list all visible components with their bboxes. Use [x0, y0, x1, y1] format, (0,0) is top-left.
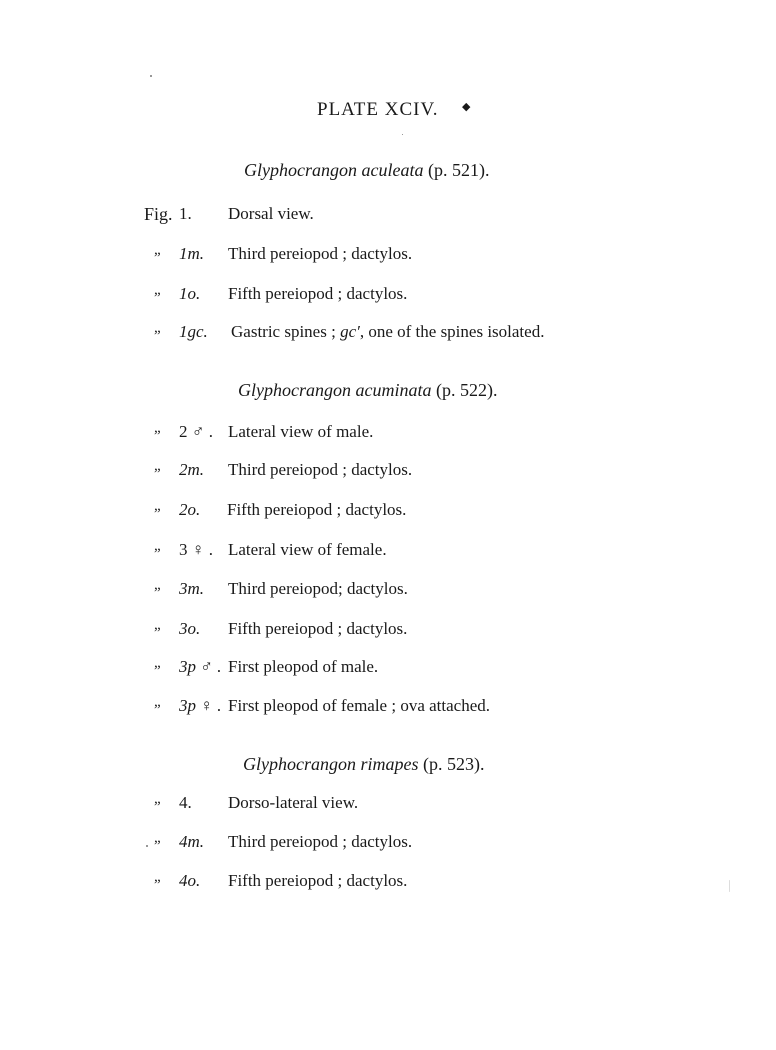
ditto-mark: ”: [154, 838, 161, 854]
figure-description: Fifth pereiopod ; dactylos.: [228, 871, 408, 890]
figure-description: Fifth pereiopod ; dactylos.: [228, 619, 408, 638]
species-heading: [244, 160, 489, 181]
ditto-mark: ”: [154, 290, 161, 306]
figure-description: Lateral view of male.: [228, 422, 374, 441]
figure-number: 4.: [179, 793, 192, 812]
figure-description: Third pereiopod ; dactylos.: [228, 832, 413, 851]
species-heading: [238, 380, 497, 401]
figure-description: Third pereiopod ; dactylos.: [228, 460, 413, 479]
printer-mark-icon: ◆: [462, 101, 471, 113]
species-name: Glyphocrangon aculeata: [244, 160, 424, 180]
ditto-mark: ”: [154, 546, 161, 562]
page-reference: (p. 522).: [435, 380, 498, 400]
description-symbol: gc′: [340, 322, 360, 341]
figure-description: First pleopod of female ; ova attached.: [228, 696, 490, 715]
plate-title: PLATE XCIV.: [317, 99, 439, 120]
ditto-mark: ”: [154, 506, 161, 522]
figure-number: 4o.: [179, 871, 201, 890]
figure-description: Dorsal view.: [228, 204, 314, 223]
ditto-mark: ”: [154, 250, 161, 266]
figure-number: 1.: [179, 204, 192, 223]
ditto-mark: ”: [154, 799, 161, 815]
scan-speck: [150, 75, 152, 77]
figure-number: 1o.: [179, 284, 201, 303]
figure-description: Fifth pereiopod ; dactylos.: [227, 500, 407, 519]
species-name: Glyphocrangon rimapes: [243, 754, 419, 774]
figure-description: Fifth pereiopod ; dactylos.: [228, 284, 408, 303]
figure-description: Dorso-lateral view.: [228, 793, 359, 812]
ditto-mark: ”: [154, 625, 161, 641]
fig-label: Fig.: [144, 204, 173, 224]
scan-speck: [729, 880, 730, 892]
ditto-mark: ”: [154, 328, 161, 344]
ditto-mark: ”: [154, 877, 161, 893]
figure-number: 2m.: [179, 460, 205, 479]
description-text: Gastric spines ;: [231, 322, 336, 341]
page-reference: (p. 523).: [422, 754, 485, 774]
scan-speck: [402, 134, 403, 135]
figure-description: [231, 322, 544, 342]
figure-number: 3p ♂ .: [179, 657, 222, 676]
figure-description: First pleopod of male.: [228, 657, 379, 676]
description-text: , one of the spines isolated.: [359, 322, 545, 341]
ditto-mark: ”: [154, 702, 161, 718]
figure-description: Third pereiopod ; dactylos.: [228, 244, 413, 263]
species-name: Glyphocrangon acuminata: [238, 380, 432, 400]
ditto-mark: ”: [154, 585, 161, 601]
ditto-mark: ”: [154, 466, 161, 482]
figure-number: 2o.: [179, 500, 201, 519]
ditto-mark: ”: [154, 428, 161, 444]
figure-number: 1gc.: [179, 322, 208, 341]
figure-number: 2 ♂ .: [179, 422, 213, 441]
figure-number: 3o.: [179, 619, 201, 638]
page-reference: (p. 521).: [427, 160, 490, 180]
scan-speck: [146, 845, 148, 847]
figure-number: 3m.: [179, 579, 205, 598]
figure-number: 3p ♀ .: [179, 696, 222, 715]
figure-number: 4m.: [179, 832, 205, 851]
figure-number: 1m.: [179, 244, 205, 263]
ditto-mark: ”: [154, 663, 161, 679]
figure-number: 3 ♀ .: [179, 540, 213, 559]
figure-description: Lateral view of female.: [228, 540, 387, 559]
species-heading: [243, 754, 484, 775]
figure-description: Third pereiopod; dactylos.: [228, 579, 408, 598]
